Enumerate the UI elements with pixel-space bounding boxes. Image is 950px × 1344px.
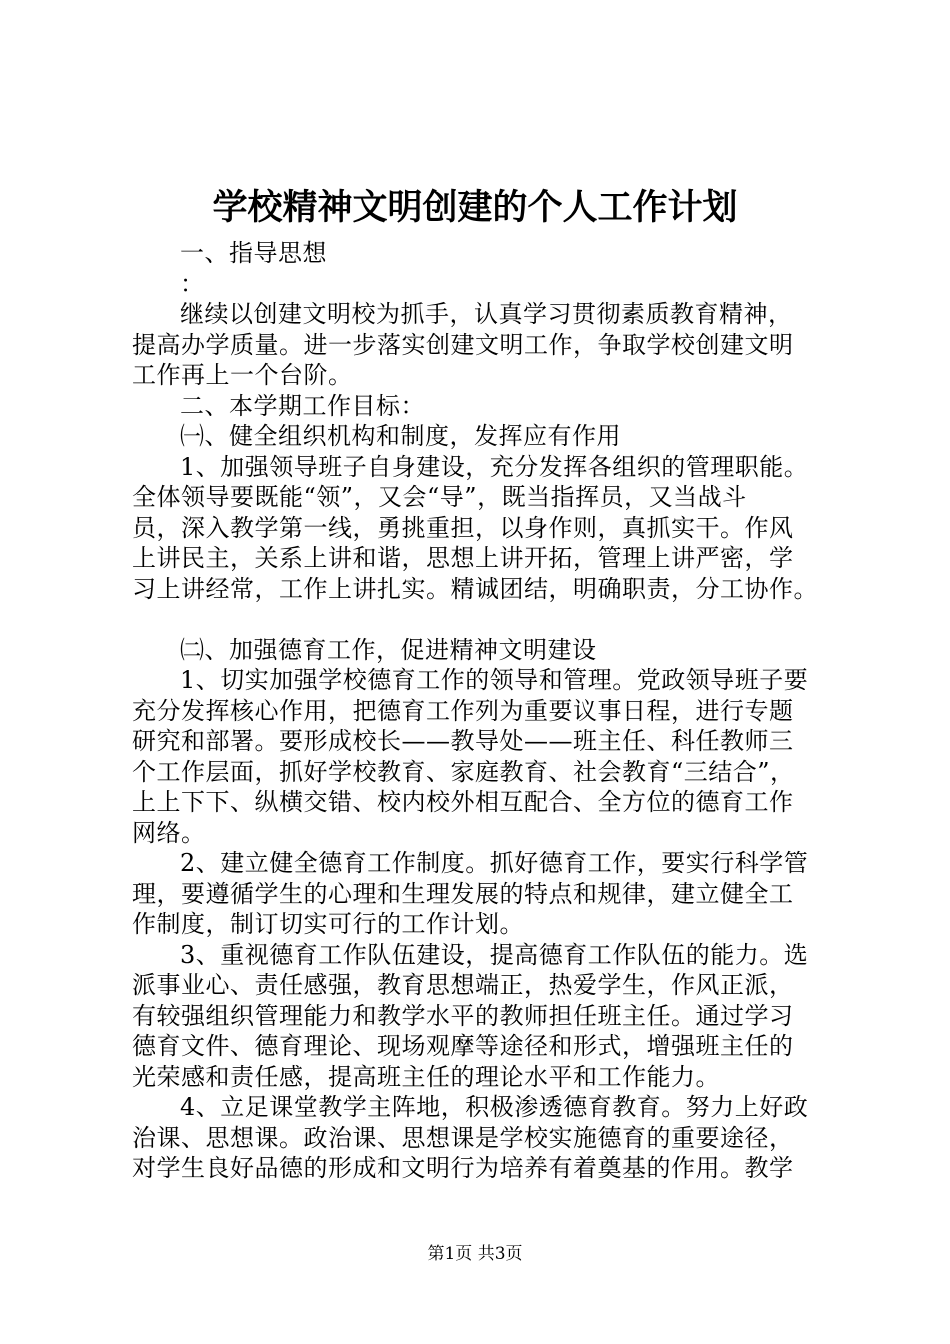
text-line: 工作再上一个台阶。 — [132, 361, 353, 389]
text-line: ㈡、加强德育工作，促进精神文明建设 — [180, 635, 597, 664]
text-line: 对学生良好品德的形成和文明行为培养有着奠基的作用。教学 — [132, 1154, 794, 1182]
text-line: 有较强组织管理能力和教学水平的教师担任班主任。通过学习 — [132, 1001, 794, 1030]
text-line: ： — [180, 269, 205, 298]
text-line: 理，要遵循学生的心理和生理发展的特点和规律，建立健全工 — [132, 879, 794, 908]
text-line: 提高办学质量。进一步落实创建文明工作，争取学校创建文明 — [132, 330, 794, 359]
text-line: ㈠、健全组织机构和制度，发挥应有作用 — [180, 422, 621, 450]
text-line: 德育文件、德育理论、现场观摩等途径和形式，增强班主任的 — [132, 1032, 794, 1060]
text-line: 研究和部署。要形成校长——教导处——班主任、科任教师三 — [132, 727, 794, 755]
text-line: 员，深入教学第一线，勇挑重担，以身作则，真抓实干。作风 — [132, 513, 794, 542]
text-line: 光荣感和责任感，提高班主任的理论水平和工作能力。 — [132, 1062, 720, 1091]
text-line: 上上下下、纵横交错、校内校外相互配合、全方位的德育工作 — [132, 788, 794, 816]
document-body — [132, 238, 832, 1184]
text-line: 网络。 — [132, 818, 206, 847]
text-line: 继续以创建文明校为抓手，认真学习贯彻素质教育精神， — [180, 300, 793, 328]
text-line: 2、建立健全德育工作制度。抓好德育工作，要实行科学管 — [180, 849, 809, 877]
text-line: 一、指导思想 — [180, 239, 327, 267]
text-line: 3、重视德育工作队伍建设，提高德育工作队伍的能力。选 — [180, 940, 809, 969]
text-line: 全体领导要既能“领”，又会“导”，既当指挥员，又当战斗 — [132, 483, 747, 511]
text-line: 1、加强领导班子自身建设，充分发挥各组织的管理职能。 — [180, 452, 809, 481]
text-line: 派事业心、责任感强，教育思想端正，热爱学生，作风正派， — [132, 971, 794, 999]
paragraph-gap — [132, 604, 832, 635]
text-line: 作制度，制订切实可行的工作计划。 — [132, 910, 524, 938]
document-title: 学校精神文明创建的个人工作计划 — [212, 187, 738, 228]
text-line: 1、切实加强学校德育工作的领导和管理。党政领导班子要 — [180, 666, 809, 694]
text-line: 4、立足课堂教学主阵地，积极渗透德育教育。努力上好政 — [180, 1093, 809, 1121]
text-line: 习上讲经常，工作上讲扎实。精诚团结，明确职责，分工协作。 — [132, 574, 818, 603]
text-line: 上讲民主，关系上讲和谐，思想上讲开拓，管理上讲严密，学 — [132, 544, 794, 572]
text-line: 充分发挥核心作用，把德育工作列为重要议事日程，进行专题 — [132, 696, 794, 725]
text-line: 二、本学期工作目标： — [180, 391, 425, 420]
page-number-footer: 第1页 共3页 — [427, 1244, 523, 1264]
text-line: 个工作层面，抓好学校教育、家庭教育、社会教育“三结合”， — [132, 757, 795, 786]
text-line: 治课、思想课。政治课、思想课是学校实施德育的重要途径， — [132, 1123, 794, 1152]
